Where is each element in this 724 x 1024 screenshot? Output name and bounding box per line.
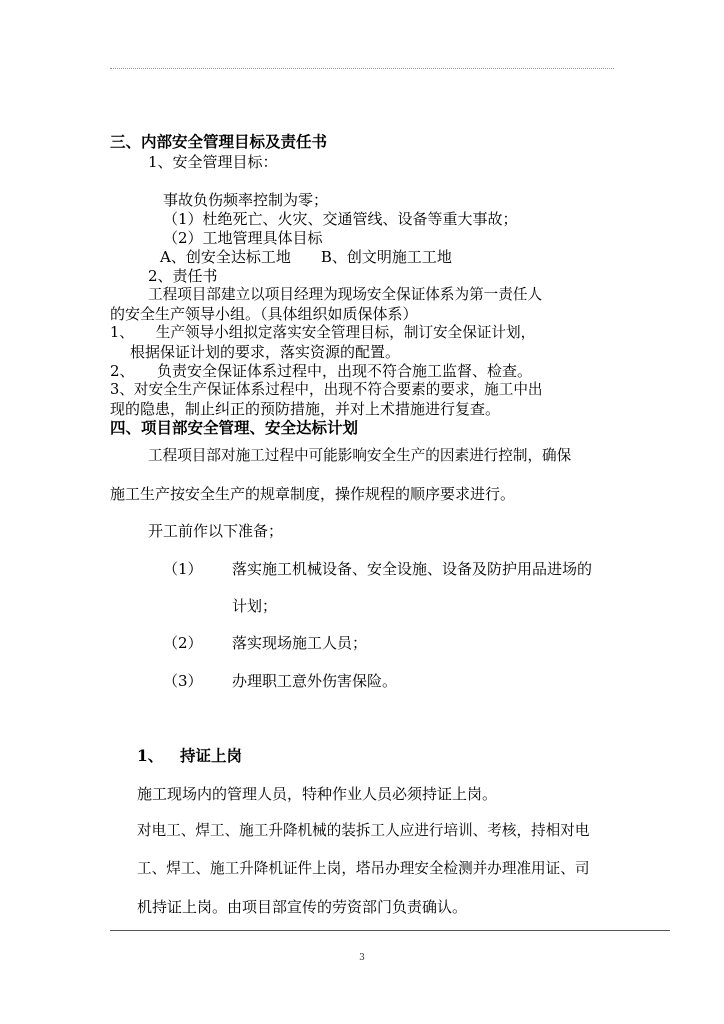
header-rule: [110, 68, 614, 69]
prep-item-number: （3）: [163, 672, 203, 690]
cert-paragraph-2-cont: 工、焊工、施工升降机证件上岗，塔吊办理安全检测并办理准用证、司: [137, 860, 590, 877]
goal-item-1: （1）杜绝死亡、火灾、交通管线、设备等重大事故；: [163, 210, 518, 228]
prep-item-number: （1）: [163, 560, 203, 578]
resp-item-3: 3、对安全生产保证体系过程中，出现不符合要素的要求，施工中出: [110, 381, 543, 398]
cert-paragraph-1: 施工现场内的管理人员，特种作业人员必须持证上岗。: [137, 785, 498, 803]
cert-paragraph-2: 对电工、焊工、施工升降机械的装拆工人应进行培训、考核，持相对电: [137, 822, 590, 839]
prep-item-text: 办理职工意外伤害保险。: [232, 672, 398, 690]
cert-paragraph-2-end: 机持证上岗。由项目部宣传的劳资部门负责确认。: [137, 898, 468, 916]
goal-title: 1、安全管理目标：: [148, 153, 278, 171]
page-number: 3: [359, 953, 365, 963]
prep-item-text: 落实施工机械设备、安全设施、设备及防护用品进场的: [232, 560, 593, 578]
footer-rule: [110, 930, 670, 931]
resp-item-3-cont: 现的隐患，制止纠正的预防措施，并对上术措施进行复查。: [110, 400, 501, 418]
prep-title: 开工前作以下准备；: [148, 522, 284, 540]
resp-item-2: 2、 负责安全保证体系过程中，出现不符合施工监督、检查。: [110, 362, 533, 380]
goal-item-2: （2）工地管理具体目标: [163, 229, 323, 247]
resp-item-1-cont: 根据保证计划的要求，落实资源的配置。: [130, 343, 401, 361]
resp-title: 2、责任书: [148, 267, 218, 285]
plan-paragraph-cont: 施工生产按安全生产的规章制度，操作规程的顺序要求进行。: [110, 485, 516, 503]
prep-item-text-cont: 计划；: [232, 597, 278, 615]
goal-ab: A、创安全达标工地 B、创文明施工工地: [160, 248, 452, 266]
section4-heading: 四、项目部安全管理、安全达标计划: [110, 418, 359, 437]
resp-item-1: 1、 生产领导小组拟定落实安全管理目标，制订安全保证计划，: [110, 324, 536, 341]
prep-item-number: （2）: [163, 634, 203, 652]
resp-paragraph-cont: 的安全生产领导小组。（具体组织如质保体系）: [110, 305, 418, 323]
subsection-number: 1、: [137, 746, 164, 765]
resp-paragraph: 工程项目部建立以项目经理为现场安全保证体系为第一责任人: [148, 286, 543, 303]
goal-desc: 事故负伤频率控制为零；: [163, 191, 329, 209]
section3-heading: 三、内部安全管理目标及责任书: [110, 132, 328, 151]
plan-paragraph: 工程项目部对施工过程中可能影响安全生产的因素进行控制，确保: [148, 447, 572, 464]
subsection-title: 持证上岗: [180, 746, 243, 765]
prep-item-text: 落实现场施工人员；: [232, 634, 368, 652]
